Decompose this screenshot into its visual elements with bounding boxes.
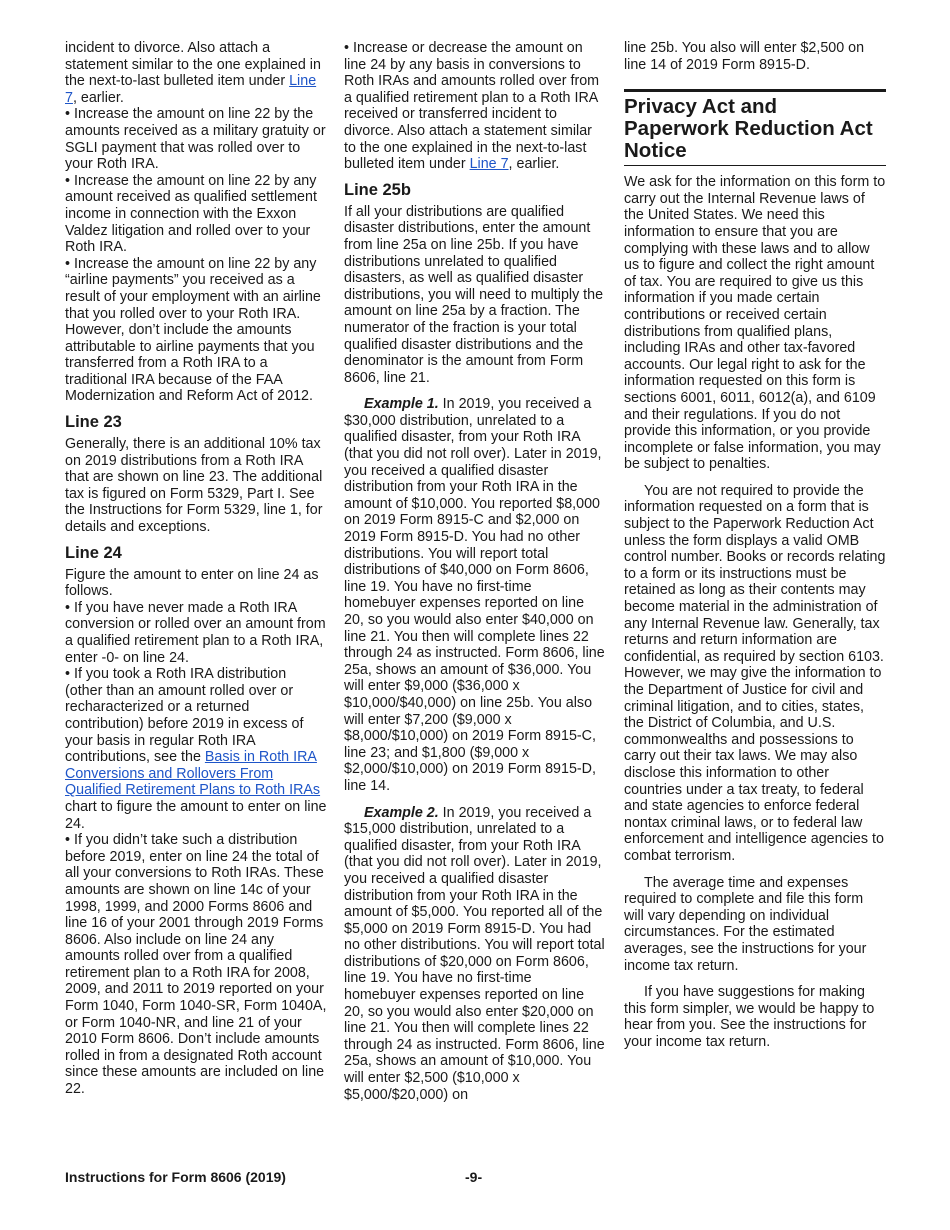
heading-line-23: Line 23 bbox=[65, 413, 122, 432]
bullet-airline-payments: • Increase the amount on line 22 by any “airline payments” you received as a result of your employment with an airline that you rolled over to your Roth IRA. However, don’t include the amounts attributable to airline payments that you transferred from a Roth IRA to a traditional IRA because of the FAA Modernization and Reform Act of 2012. bbox=[65, 255, 321, 405]
example-2-continuation: line 25b. You also will enter $2,500 on line 14 of 2019 Form 8915-D. bbox=[624, 40, 865, 73]
bullet-exxon-valdez: • Increase the amount on line 22 by any amount received as qualified settlement income in connection with the Exxon Valdez litigation and rolled over to your Roth IRA. bbox=[65, 172, 317, 256]
line-24-bullet-distribution bbox=[65, 666, 327, 832]
footer-page-number: -9- bbox=[465, 1169, 483, 1185]
line-24-bullet-never-converted: • If you have never made a Roth IRA conversion or rolled over an amount from a qualified retirement plan to a Roth IRA, enter -0- on line 24. bbox=[65, 599, 326, 666]
example-1-paragraph bbox=[344, 396, 606, 794]
column-3 bbox=[624, 40, 886, 1050]
example-1-text: In 2019, you received a $30,000 distribution, unrelated to a qualified disaster, from your Roth IRA (that you did not roll over). Later in 2019, you received a qualified disaster distribution from your Roth IRA in the amount of $10,000. You reported $8,000 on 2019 Form 8915-C and $2,000 on 2019 Form 8915-D. You had no other distributions. You will report total distributions of $40,000 on Form 8606, line 19. You have no first-time homebuyer expenses reported on line 20, so you would also enter $40,000 on line 21. You then will complete lines 22 through 24 as instructed. Form 8606, line 25a, shows an amount of $36,000. You will enter $9,000 ($36,000 x $10,000/$40,000) on line 25b. You also will enter $7,200 ($9,000 x $8,000/$10,000) on 2019 Form 8915-C, line 23; and $1,800 ($9,000 x $2,000/$10,000) on 2019 Form 8915-D, line 14. bbox=[344, 396, 605, 794]
intro-end-text: , earlier. bbox=[72, 89, 124, 106]
column-1 bbox=[65, 40, 327, 1098]
example-1-label: Example 1. bbox=[364, 396, 439, 413]
line-24-intro: Figure the amount to enter on line 24 as follows. bbox=[65, 566, 319, 600]
intro-text: incident to divorce. Also attach a statement similar to the one explained in the next-to-last bulleted item under bbox=[65, 40, 321, 90]
column-2 bbox=[344, 40, 606, 1103]
example-2-paragraph bbox=[344, 805, 606, 1104]
privacy-paragraph-1: We ask for the information on this form to carry out the Internal Revenue laws of the United States. We need this information to ensure that you are complying with these laws and to allow us to figure and collect the right amount of tax. You are required to give us this information if you made certain contributions or received certain distributions from qualified plans, including IRAs and other tax-favored accounts. Our legal right to ask for the information requested on this form is sections 6001, 6011, 6012(a), and 6109 and their regulations. If you do not provide this information, or you provide incomplete or false information, you may be subject to penalties. bbox=[624, 174, 886, 473]
footer-form-title: Instructions for Form 8606 (2019) bbox=[65, 1169, 286, 1185]
line-25b-paragraph: If all your distributions are qualified disaster distributions, enter the amount from line 25a on line 25b. If you have distributions unrelated to qualified disasters, as well as qualified disaster distributions, you will need to multiply the amount on line 25a by a fraction. The numerator of the fraction is your total qualified disaster distributions and the denominator is the amount from Form 8606, line 21. bbox=[344, 203, 604, 386]
basis-chart-link[interactable]: Basis in Roth IRA Conversions and Rollovers From Qualified Retirement Plans to Roth IRAs bbox=[65, 749, 321, 799]
line-24-bullet-no-distribution: • If you didn’t take such a distribution before 2019, enter on line 24 the total of all your conversions to Roth IRAs. These amounts are shown on line 14c of your 1998, 1999, and 2000 Forms 8606 and line 16 of your 2001 through 2019 Forms 8606. Also include on line 24 any amounts rolled over from a qualified retirement plan to a Roth IRA for 2008, 2009, and 2011 to 2019 reported on your Form 1040, Form 1040-SR, Form 1040A, or Form 1040-NR, and line 21 of your 2010 Form 8606. Don’t include amounts rolled in from a designated Roth account since these amounts are included on line 22. bbox=[65, 832, 327, 1098]
example-2-text: In 2019, you received a $15,000 distribution, unrelated to a qualified disaster, from your Roth IRA (that you did not roll over). Later in 2019, you received a qualified disaster distribution from your Roth IRA in the amount of $5,000. You reported all of the $5,000 on 2019 Form 8915-D. You had no other distributions. You will report total distributions of $20,000 on Form 8606, line 19. You have no first-time homebuyer expenses reported on line 20, so you would also enter $20,000 on line 21. You then will complete lines 22 through 24 as instructed. Form 8606, line 25a, shows an amount of $10,000. You will enter $2,500 ($10,000 x $5,000/$20,000) on bbox=[344, 804, 605, 1103]
privacy-act-title-block bbox=[624, 89, 886, 166]
bullet-military-gratuity: • Increase the amount on line 22 by the amounts received as a military gratuity or SGLI payment that was rolled over to your Roth IRA. bbox=[65, 106, 326, 173]
privacy-act-heading: Privacy Act and Paperwork Reduction Act Notice bbox=[624, 89, 886, 166]
bullet-divorce-basis bbox=[344, 40, 606, 173]
heading-line-25b: Line 25b bbox=[344, 180, 411, 199]
line-7-link-2[interactable]: Line 7 bbox=[469, 156, 509, 173]
bullet-divorce-end: , earlier. bbox=[508, 156, 560, 173]
heading-line-24: Line 24 bbox=[65, 543, 122, 562]
line-7-link[interactable]: Line 7 bbox=[65, 73, 317, 106]
bullet-divorce-start: • Increase or decrease the amount on line 24 by any basis in conversions to Roth IRAs and amounts rolled over from a qualified retirement plan to a Roth IRA received or transferred incident to divorce. Also attach a statement similar to the one explained in the next-to-last bulleted item under bbox=[344, 40, 600, 173]
line-24-bullet-2-start: • If you took a Roth IRA distribution (other than an amount rolled over or recharacterized or a returned contribution) before 2019 in excess of your basis in regular Roth IRA contributions, see the bbox=[65, 666, 304, 766]
example-2-label: Example 2. bbox=[364, 804, 439, 821]
privacy-paragraph-4: If you have suggestions for making this form simpler, we would be happy to hear from you. See the instructions for your income tax return. bbox=[624, 984, 875, 1050]
privacy-paragraph-3: The average time and expenses required to complete and file this form will vary depending on individual circumstances. For the estimated averages, see the instructions for your income tax return. bbox=[624, 874, 867, 974]
line-23-paragraph: Generally, there is an additional 10% tax on 2019 distributions from a Roth IRA that are shown on line 23. The additional tax is figured on Form 5329, Part I. See the Instructions for Form 5329, line 1, for details and exceptions. bbox=[65, 436, 323, 536]
privacy-paragraph-2: You are not required to provide the information requested on a form that is subject to the Paperwork Reduction Act unless the form displays a valid OMB control number. Books or records relating to a form or its instructions must be retained as long as their contents may become material in the administration of any Internal Revenue law. Generally, tax returns and return information are confidential, as required by section 6103. However, we may give the information to the Department of Justice for civil and criminal litigation, and to cities, states, the District of Columbia, and U.S. commonwealths and possessions to carry out their tax laws. We may also disclose this information to other countries under a tax treaty, to federal and state agencies to enforce federal nontax criminal laws, or to federal law enforcement and intelligence agencies to combat terrorism. bbox=[624, 482, 886, 864]
intro-paragraph bbox=[65, 40, 327, 106]
line-24-bullet-2-end: chart to figure the amount to enter on line 24. bbox=[65, 798, 327, 832]
